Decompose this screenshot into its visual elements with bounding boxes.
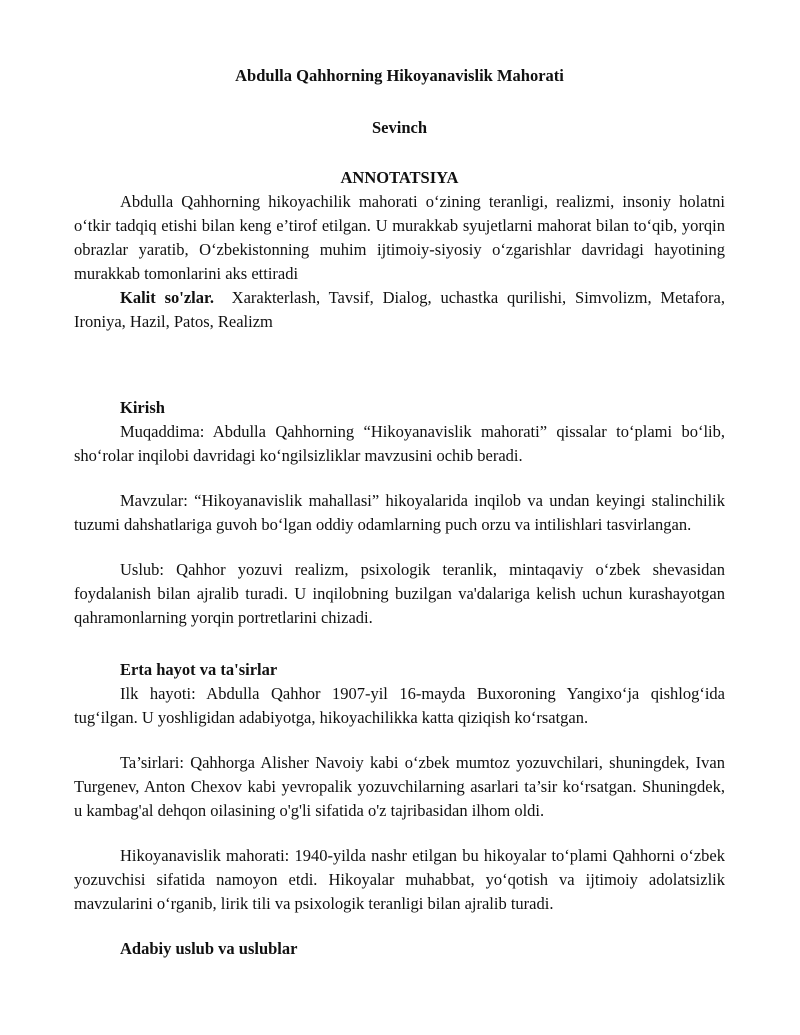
section-heading-adabiy-uslub: Adabiy uslub va uslublar xyxy=(120,939,298,958)
paragraph-muqaddima: Muqaddima: Abdulla Qahhorning “Hikoyanavislik mahorati” qissalar to‘plami bo‘lib, sho‘rolar inqilobi davridagi ko‘ngilsizliklar mavzusini ochib beradi. xyxy=(74,422,725,465)
section-heading-erta-hayot: Erta hayot va ta'sirlar xyxy=(120,660,278,679)
author-name: Sevinch xyxy=(371,118,427,137)
abstract-heading: ANNOTATSIYA xyxy=(340,168,459,187)
abstract-paragraph: Abdulla Qahhorning hikoyachilik mahorati o‘zining teranligi, realizmi, insoniy holatni o‘tkir tadqiq etishi bilan keng e’tirof etilgan. U murakkab syujetlarni mahorat bilan to‘qib, yorqin obrazlar yaratib, O‘zbekistonning muhim ijtimoiy-siyosiy o‘zgarishlar davridagi hayotining murakkab tomonlarini aks ettiradi xyxy=(74,192,725,283)
keywords-list: Xarakterlash, Tavsif, Dialog, uchastka qurilishi, Simvolizm, Metafora, Ironiya, Hazil, Patos, Realizm xyxy=(74,288,726,331)
document-title: Abdulla Qahhorning Hikoyanavislik Mahorati xyxy=(235,66,564,85)
paragraph-mavzular: Mavzular: “Hikoyanavislik mahallasi” hikoyalarida inqilob va undan keyingi stalinchilik tuzumi dahshatlariga guvoh bo‘lgan oddiy odamlarning puch orzu va intilishlari tasvirlangan. xyxy=(74,491,725,534)
keywords-paragraph xyxy=(74,286,725,334)
paragraph-ilk-hayoti: Ilk hayoti: Abdulla Qahhor 1907-yil 16-mayda Buxoroning Yangixo‘ja qishlog‘ida tug‘ilgan. U yoshligidan adabiyotga, hikoyachilikka katta qiziqish ko‘rsatgan. xyxy=(74,684,725,727)
section-heading-kirish: Kirish xyxy=(120,398,165,417)
paragraph-hikoyanavislik: Hikoyanavislik mahorati: 1940-yilda nashr etilgan bu hikoyalar to‘plami Qahhorni o‘zbek yozuvchisi sifatida namoyon etdi. Hikoyalar muhabbat, yo‘qotish va ijtimoiy adolatsizlik mavzularini o‘rganib, lirik tili va psixologik teranligi bilan ajralib turadi. xyxy=(74,846,725,913)
keywords-label: Kalit so'zlar. xyxy=(120,288,214,307)
paragraph-tasirlari: Ta’sirlari: Qahhorga Alisher Navoiy kabi o‘zbek mumtoz yozuvchilari, shuningdek, Ivan Turgenev, Anton Chexov kabi yevropalik yozuvchilarning asarlari ta’sir ko‘rsatgan. Shuningdek, u kambag'al dehqon oilasining o'g'li sifatida o'z tajribasidan ilhom oldi. xyxy=(74,753,725,820)
paragraph-uslub: Uslub: Qahhor yozuvi realizm, psixologik teranlik, mintaqaviy o‘zbek shevasidan foydalanish bilan ajralib turadi. U inqilobning buzilgan va'dalariga kelish uchun kurashayotgan qahramonlarning yorqin portretlarini chizadi. xyxy=(74,560,725,627)
